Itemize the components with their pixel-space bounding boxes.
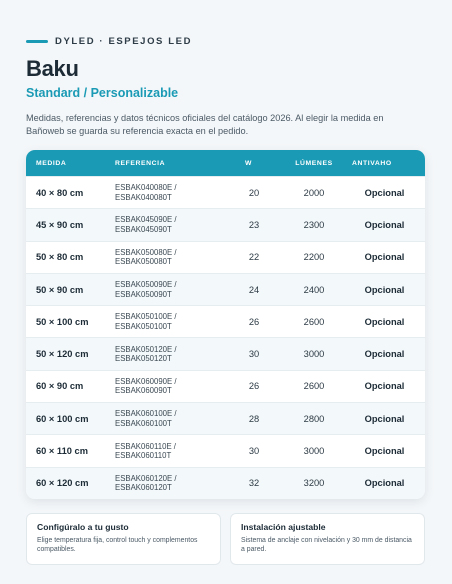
cell-watts: 20 bbox=[248, 187, 260, 198]
cell-antivaho: Opcional bbox=[364, 381, 405, 392]
cell-reference: ESBAK060090E / ESBAK060090T bbox=[115, 376, 177, 396]
cell-watts: 30 bbox=[248, 446, 260, 457]
table-row bbox=[26, 176, 425, 208]
intro-text: Medidas, referencias y datos técnicos oficiales del catálogo 2026. Al elegir la medida en Bañoweb se guarda su referencia exacta en el pedido. bbox=[26, 113, 384, 136]
cell-lumens: 3000 bbox=[303, 446, 325, 457]
feature-cards bbox=[26, 513, 426, 565]
cell-antivaho: Opcional bbox=[364, 316, 405, 327]
cell-lumens: 2400 bbox=[303, 284, 325, 295]
cell-size: 45 × 90 cm bbox=[36, 219, 84, 230]
table-row bbox=[26, 434, 425, 466]
cell-antivaho: Opcional bbox=[364, 349, 405, 360]
cell-reference: ESBAK040080E / ESBAK040080T bbox=[115, 183, 177, 202]
feature-card-title: Configúralo a tu gusto bbox=[37, 521, 129, 532]
cell-size: 50 × 80 cm bbox=[36, 252, 84, 263]
cell-reference: ESBAK050120E / ESBAK050120T bbox=[115, 344, 177, 364]
cell-antivaho: Opcional bbox=[364, 284, 405, 295]
eyebrow-label: DYLED · ESPEJOS LED bbox=[55, 35, 193, 47]
header-lumens: LÚMENES bbox=[295, 159, 333, 167]
feature-card-install bbox=[230, 513, 425, 565]
cell-size: 60 × 110 cm bbox=[36, 446, 88, 457]
table-row bbox=[26, 208, 425, 240]
cell-reference: ESBAK060120E / ESBAK060120T bbox=[115, 473, 177, 493]
table-row bbox=[26, 370, 425, 402]
cell-watts: 23 bbox=[248, 219, 260, 230]
feature-card-text: Sistema de anclaje con nivelación y 30 mm de distancia a pared. bbox=[241, 536, 412, 554]
cell-reference: ESBAK050080E / ESBAK050080T bbox=[115, 247, 177, 267]
cell-watts: 22 bbox=[248, 252, 260, 263]
cell-antivaho: Opcional bbox=[364, 252, 405, 263]
specs-table bbox=[26, 150, 425, 499]
cell-watts: 24 bbox=[248, 284, 260, 295]
cell-reference: ESBAK050090E / ESBAK050090T bbox=[115, 280, 177, 299]
table-row bbox=[26, 337, 425, 369]
cell-watts: 32 bbox=[248, 478, 260, 489]
cell-watts: 28 bbox=[248, 413, 260, 424]
cell-lumens: 2000 bbox=[303, 187, 325, 198]
cell-size: 60 × 120 cm bbox=[36, 478, 89, 489]
cell-antivaho: Opcional bbox=[364, 446, 405, 457]
cell-antivaho: Opcional bbox=[364, 413, 405, 424]
header-size: MEDIDA bbox=[36, 159, 67, 167]
table-row bbox=[26, 402, 425, 434]
table-row bbox=[26, 241, 425, 273]
cell-antivaho: Opcional bbox=[364, 187, 405, 198]
cell-antivaho: Opcional bbox=[364, 478, 405, 489]
cell-lumens: 2200 bbox=[303, 252, 325, 263]
cell-reference: ESBAK050100E / ESBAK050100T bbox=[115, 312, 177, 331]
cell-size: 40 × 80 cm bbox=[36, 187, 84, 198]
cell-lumens: 3200 bbox=[303, 478, 325, 489]
feature-card-text: Elige temperatura fija, control touch y complementos compatibles. bbox=[37, 536, 198, 554]
table-header bbox=[26, 150, 425, 176]
cell-watts: 26 bbox=[248, 381, 260, 392]
table-body bbox=[26, 176, 425, 499]
page-title: Baku bbox=[26, 56, 79, 81]
feature-card-config bbox=[26, 513, 221, 565]
cell-size: 50 × 120 cm bbox=[36, 349, 89, 360]
cell-size: 60 × 100 cm bbox=[36, 413, 89, 424]
cell-lumens: 2300 bbox=[303, 219, 325, 230]
page-subtitle: Standard / Personalizable bbox=[26, 86, 179, 100]
cell-size: 50 × 90 cm bbox=[36, 284, 84, 295]
cell-watts: 26 bbox=[248, 316, 260, 327]
table-row bbox=[26, 467, 425, 499]
cell-antivaho: Opcional bbox=[364, 219, 405, 230]
table-row bbox=[26, 273, 425, 305]
cell-watts: 30 bbox=[248, 349, 260, 360]
cell-size: 60 × 90 cm bbox=[36, 381, 84, 392]
cell-lumens: 2800 bbox=[303, 413, 325, 424]
eyebrow bbox=[26, 34, 426, 48]
cell-reference: ESBAK045090E / ESBAK045090T bbox=[115, 215, 177, 234]
cell-reference: ESBAK060100E / ESBAK060100T bbox=[115, 409, 177, 428]
cell-lumens: 2600 bbox=[303, 316, 325, 327]
cell-reference: ESBAK060110E / ESBAK060110T bbox=[115, 441, 176, 461]
cell-size: 50 × 100 cm bbox=[36, 316, 89, 327]
table-row bbox=[26, 305, 425, 337]
header-watts: W bbox=[245, 159, 253, 167]
cell-lumens: 2600 bbox=[303, 381, 325, 392]
header-reference: REFERENCIA bbox=[115, 159, 166, 167]
header-antivaho: ANTIVAHO bbox=[352, 159, 392, 167]
cell-lumens: 3000 bbox=[303, 349, 325, 360]
eyebrow-accent-line bbox=[26, 40, 48, 43]
feature-card-title: Instalación ajustable bbox=[241, 521, 326, 532]
